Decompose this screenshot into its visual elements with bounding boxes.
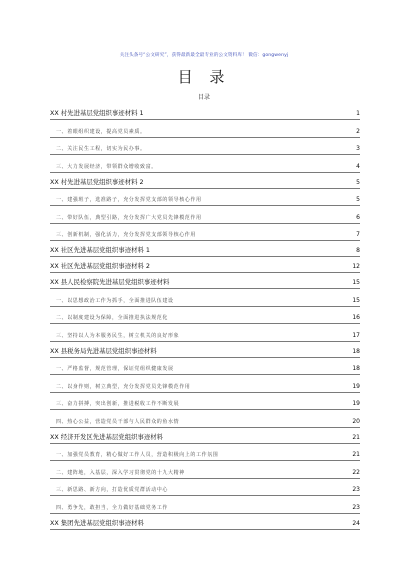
- toc-entry-page-number: 18: [352, 347, 360, 355]
- toc-entry-page-number: 24: [352, 519, 360, 527]
- toc-entry-page-number: 6: [356, 213, 360, 221]
- toc-entry-label: XX 村先进基层党组织事迹材料 2: [50, 177, 144, 186]
- toc-entry-page-number: 16: [352, 314, 360, 321]
- toc-entry[interactable]: [50, 324, 360, 342]
- toc-entry[interactable]: [50, 155, 360, 173]
- toc-entry-page-number: 23: [352, 503, 360, 511]
- toc-entry-page-number: 4: [356, 162, 360, 170]
- toc-entry-page-number: 19: [352, 382, 360, 390]
- toc-entry[interactable]: [50, 120, 360, 138]
- promo-banner: 关注头条号“公文研究”，获得最新最全最专业的公文资料库！ 微信：gongwenyj: [119, 53, 289, 58]
- toc-entry-page-number: 12: [352, 263, 360, 270]
- toc-entry-label: 二、以身作则，树立典型，充分发挥党员先锋模范作用: [56, 383, 191, 390]
- toc-entry[interactable]: [50, 514, 360, 530]
- toc-entry-page-number: 18: [352, 365, 360, 372]
- toc-entry-label: 二、关注民生工程，切实为民办事。: [56, 146, 146, 152]
- toc-entry[interactable]: [50, 241, 360, 257]
- toc-entry[interactable]: [50, 461, 360, 479]
- toc-entry-page-number: 2: [356, 127, 360, 135]
- toc-heading: 目录: [197, 94, 210, 101]
- toc-entry[interactable]: [50, 410, 360, 428]
- toc-entry[interactable]: [50, 273, 360, 289]
- toc-entry[interactable]: [50, 342, 360, 358]
- toc-entry-page-number: 5: [356, 196, 360, 203]
- toc-entry[interactable]: [50, 358, 360, 376]
- toc-entry[interactable]: [50, 428, 360, 444]
- toc-entry-label: 四、热心公益，营造党员干部与人民群众的鱼水情: [56, 418, 180, 425]
- page-title: 目 录: [177, 68, 231, 86]
- toc-entry-label: 三、创新机制，强化活力，充分发挥党支部领导核心作用: [56, 232, 197, 238]
- toc-entry[interactable]: [50, 479, 360, 497]
- toc-entry-page-number: 21: [352, 451, 360, 458]
- toc-entry-page-number: 21: [352, 433, 360, 441]
- toc-entry[interactable]: [50, 444, 360, 462]
- toc-entry-label: 四、勇争先，敢担当，全力做好基础党务工作: [56, 504, 169, 511]
- toc-entry-page-number: 22: [352, 468, 360, 476]
- toc-entry[interactable]: [50, 138, 360, 156]
- toc-entry-page-number: 5: [356, 178, 360, 186]
- toc-entry[interactable]: [50, 307, 360, 325]
- toc-entry[interactable]: [50, 496, 360, 514]
- toc-entry-label: 三、奋力拼搏，突出创新，推进税收工作不断发展: [56, 401, 180, 407]
- toc-entry-label: 三、坚持以人为本服务民生，树立机关的良好形象: [56, 332, 180, 339]
- toc-entry-label: XX 社区先进基层党组织事迹材料 1: [50, 246, 150, 254]
- toc-entry-label: 一、以思想政治工作为抓手，全面推进队伍建设: [56, 297, 174, 304]
- toc-entry-label: XX 县税务局先进基层党组织事迹材料: [50, 346, 157, 355]
- toc-entry[interactable]: [50, 206, 360, 224]
- toc-entry[interactable]: [50, 173, 360, 189]
- toc-entry-label: XX 社区先进基层党组织事迹材料 2: [50, 262, 150, 270]
- toc-entry[interactable]: [50, 375, 360, 393]
- toc-entry-page-number: 19: [352, 400, 360, 407]
- toc-entry-label: XX 村先进基层党组织事迹材料 1: [50, 109, 144, 117]
- toc-entry[interactable]: [50, 393, 360, 411]
- toc-entry-page-number: 15: [352, 296, 360, 304]
- toc-entry-label: XX 经济开发区先进基层党组织事迹材料: [50, 432, 164, 441]
- toc-entry-page-number: 20: [352, 417, 360, 425]
- toc-entry[interactable]: [50, 189, 360, 207]
- toc-entry-label: 一、着眼组织建设，提高党员素质。: [56, 128, 146, 135]
- toc-entry-page-number: 3: [356, 145, 360, 152]
- toc-entry-page-number: 17: [352, 331, 360, 339]
- toc-entry-label: 二、带好队伍，典型引路，充分发挥广大党员先锋模范作用: [56, 214, 202, 221]
- toc-entry[interactable]: [50, 257, 360, 273]
- toc-entry-label: 三、大力发展经济，带领群众增收致富。: [56, 163, 157, 170]
- table-of-contents: [50, 104, 360, 530]
- toc-entry-label: 二、以制度建设为保障，全面推进执法规范化: [56, 315, 169, 321]
- toc-entry-page-number: 1: [356, 110, 360, 117]
- toc-entry[interactable]: [50, 289, 360, 307]
- toc-entry-label: 三、新思路、新方向，打造优质党群活动中心: [56, 487, 169, 493]
- toc-entry-page-number: 8: [356, 247, 360, 254]
- toc-entry-page-number: 23: [352, 486, 360, 493]
- toc-entry-label: 一、建强班子，选准路子，充分发挥党支部的领导核心作用: [56, 197, 202, 203]
- toc-entry-label: XX 县人民检察院先进基层党组织事迹材料: [50, 278, 170, 286]
- toc-entry-page-number: 7: [356, 231, 360, 238]
- toc-entry-label: 二、建阵地，入基层，深入学习贯彻党的十九大精神: [56, 469, 185, 476]
- toc-entry-label: 一、加强党员教育，精心做好工作人员，营造积极向上的工作氛围: [56, 452, 219, 458]
- toc-entry-label: XX 集团先进基层党组织事迹材料: [50, 518, 144, 527]
- toc-entry-label: 一、严格监督，规范管理，保证党组织健康发展: [56, 366, 174, 372]
- toc-entry-page-number: 15: [352, 279, 360, 286]
- toc-entry[interactable]: [50, 224, 360, 242]
- toc-entry[interactable]: [50, 104, 360, 120]
